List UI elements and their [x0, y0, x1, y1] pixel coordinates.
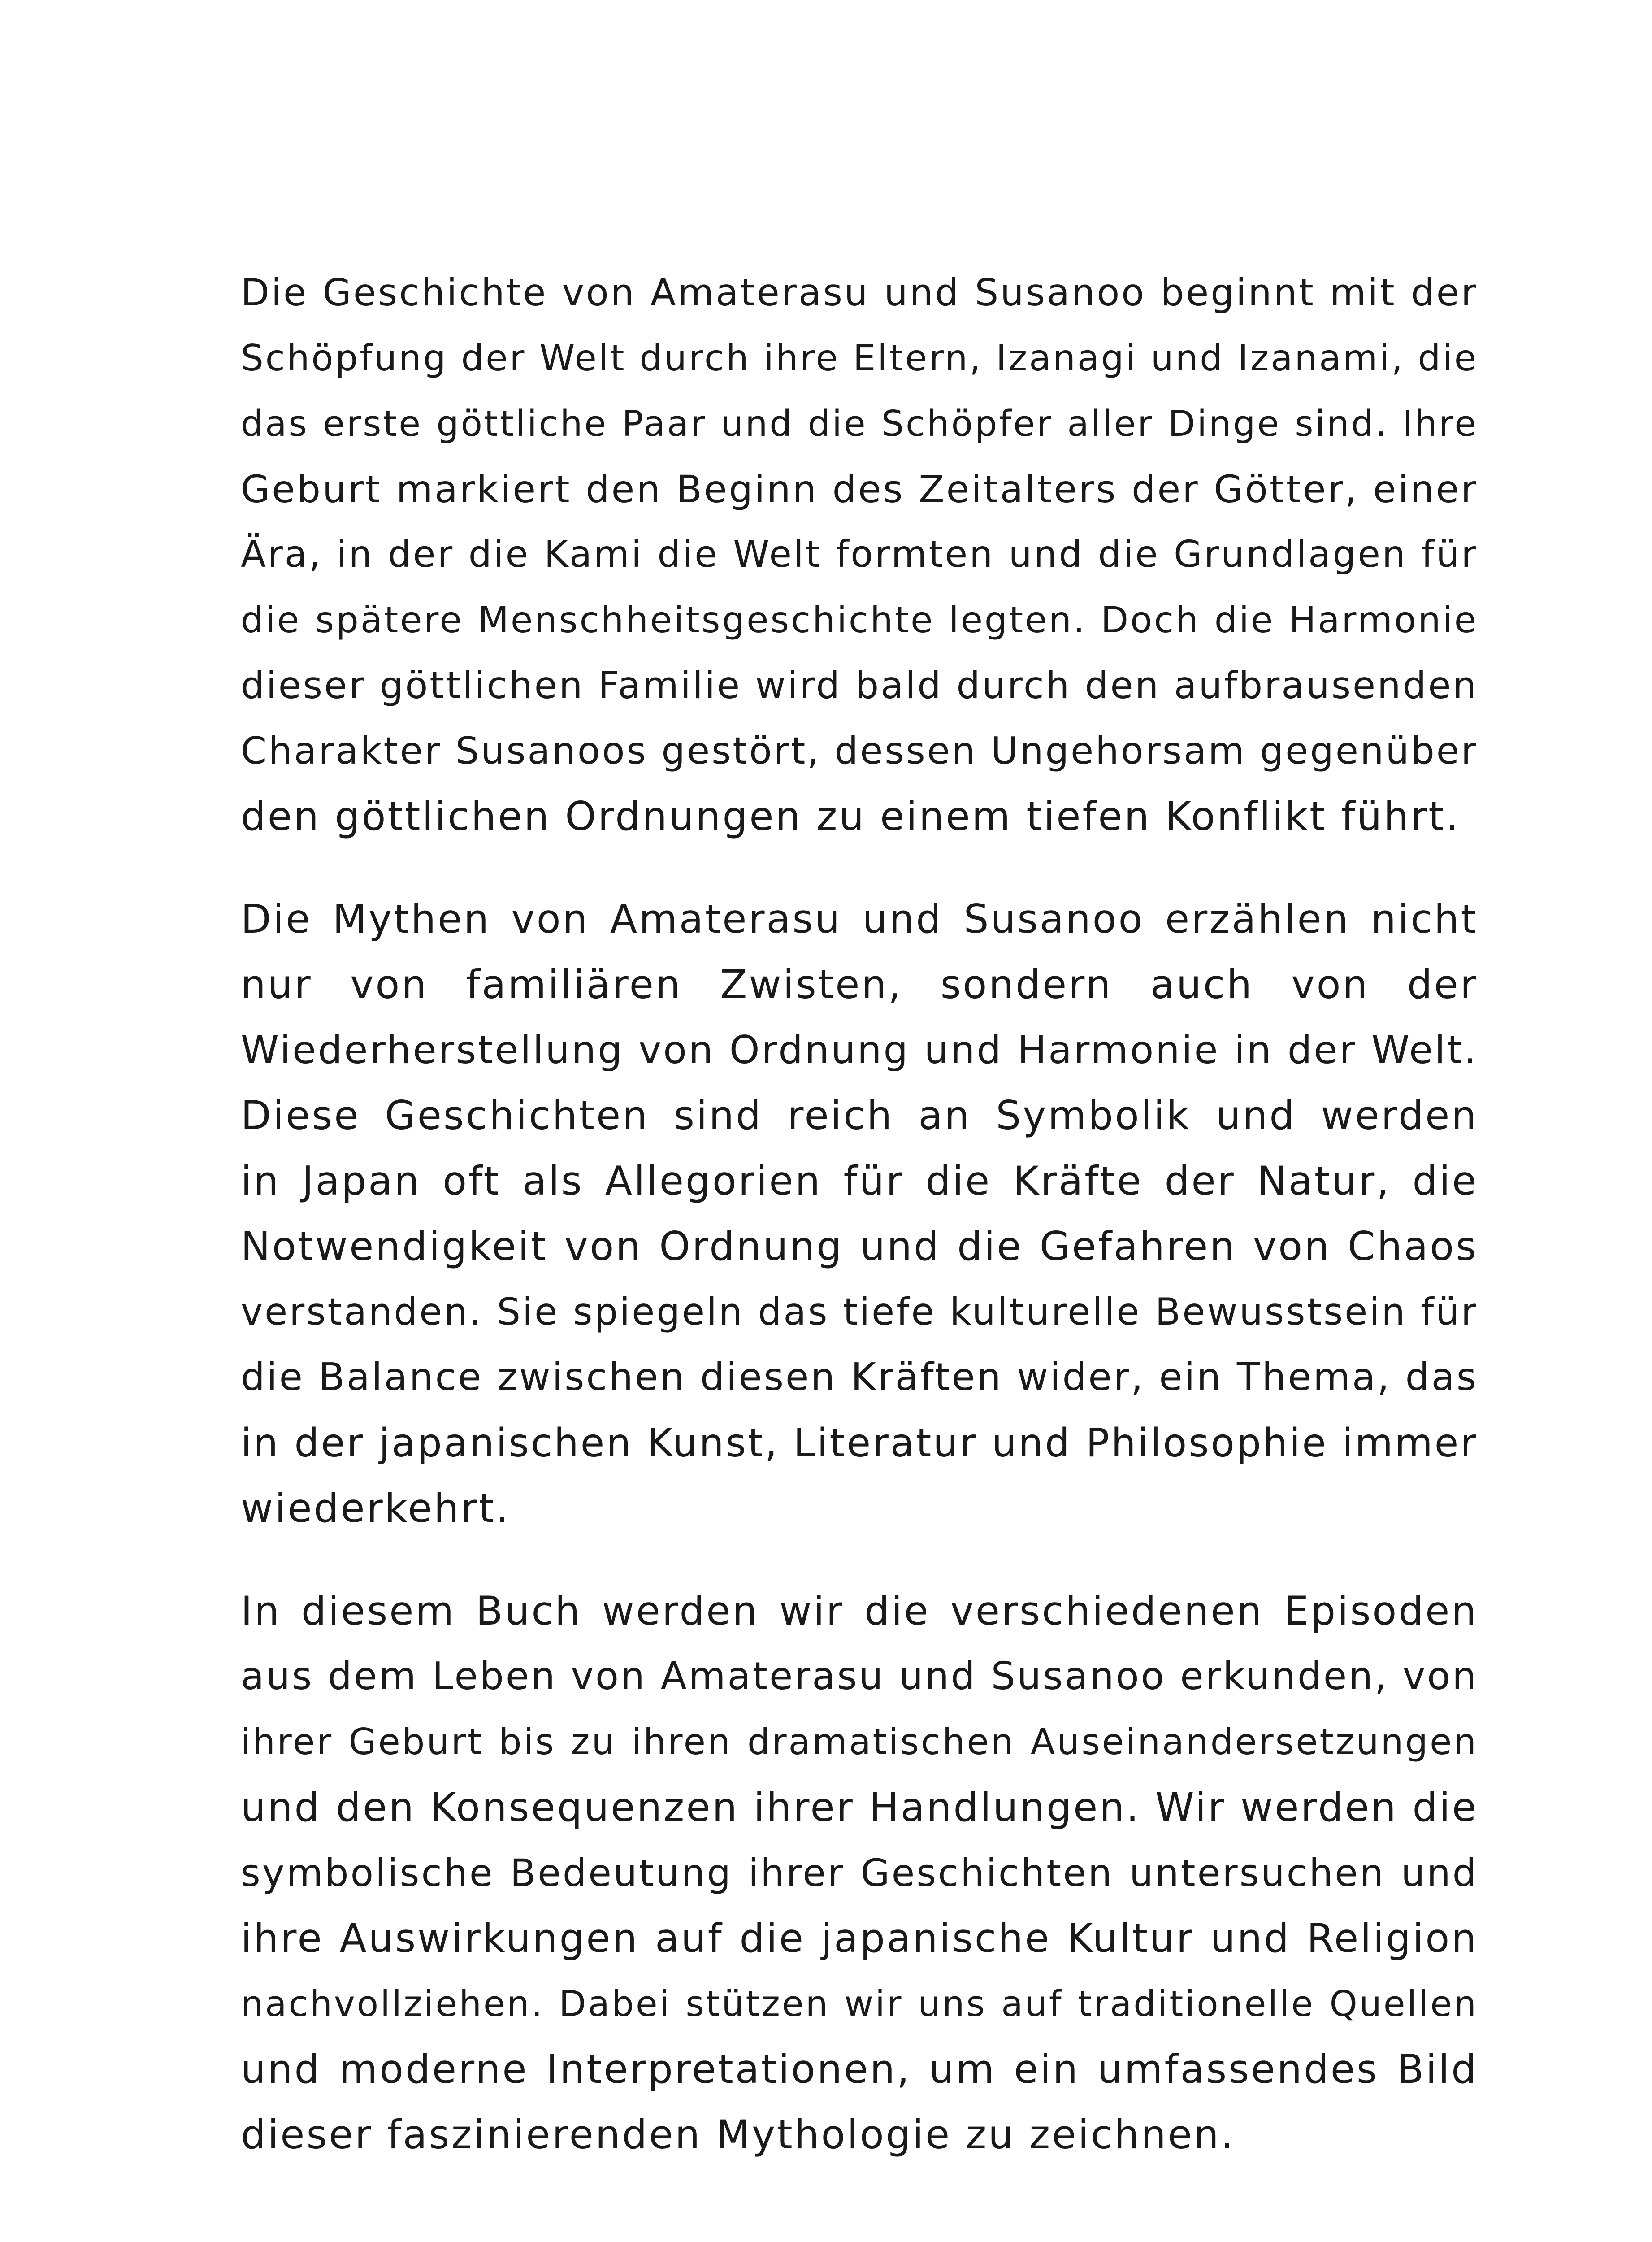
- paragraph-3: [241, 1578, 1478, 2168]
- text-line: symbolische Bedeutung ihrer Geschichten untersuchen und: [241, 1851, 1478, 1895]
- text-line: nur von familiären Zwisten, sondern auch von der: [241, 961, 1478, 1008]
- text-line: den göttlichen Ordnungen zu einem tiefen Konflikt führt.: [241, 793, 1460, 839]
- text-line: und moderne Interpretationen, um ein umfassendes Bild: [241, 2046, 1478, 2092]
- text-line: in der japanischen Kunst, Literatur und Philosophie immer: [241, 1420, 1478, 1466]
- text-line: dieser göttlichen Familie wird bald durch den aufbrausenden: [241, 664, 1478, 707]
- text-line: Notwendigkeit von Ordnung und die Gefahren von Chaos: [241, 1223, 1478, 1269]
- text-line: die Balance zwischen diesen Kräften wider, ein Thema, das: [241, 1355, 1478, 1399]
- text-line: Geburt markiert den Beginn des Zeitalters der Götter, einer: [241, 467, 1478, 511]
- text-line: Schöpfung der Welt durch ihre Eltern, Izanagi und Izanami, die: [241, 337, 1478, 379]
- paragraph-1: [241, 260, 1478, 849]
- text-line: wiederkehrt.: [241, 1485, 511, 1531]
- text-line: die spätere Menschheitsgeschichte legten. Doch die Harmonie: [241, 599, 1478, 641]
- text-line: dieser faszinierenden Mythologie zu zeichnen.: [241, 2112, 1235, 2158]
- text-line: verstanden. Sie spiegeln das tiefe kulturelle Bewusstsein für: [241, 1290, 1478, 1334]
- text-line: ihrer Geburt bis zu ihren dramatischen Auseinandersetzungen: [241, 1721, 1478, 1763]
- text-line: Charakter Susanoos gestört, dessen Ungehorsam gegenüber: [241, 729, 1478, 773]
- text-line: und den Konsequenzen ihrer Handlungen. Wir werden die: [241, 1784, 1478, 1830]
- text-line: ihre Auswirkungen auf die japanische Kultur und Religion: [241, 1915, 1478, 1961]
- text-line: Die Mythen von Amaterasu und Susanoo erzählen nicht: [241, 896, 1478, 942]
- body-text: [241, 260, 1478, 2168]
- text-line: Diese Geschichten sind reich an Symbolik und werden: [241, 1092, 1478, 1138]
- paragraph-2: [241, 886, 1478, 1541]
- text-line: In diesem Buch werden wir die verschiedenen Episoden: [241, 1588, 1478, 1634]
- text-line: Ära, in der die Kami die Welt formten und die Grundlagen für: [241, 533, 1478, 576]
- text-line: nachvollziehen. Dabei stützen wir uns auf traditionelle Quellen: [241, 1983, 1478, 2025]
- text-line: Wiederherstellung von Ordnung und Harmonie in der Welt.: [241, 1028, 1478, 1073]
- text-line: Die Geschichte von Amaterasu und Susanoo beginnt mit der: [241, 271, 1478, 314]
- text-line: aus dem Leben von Amaterasu und Susanoo erkunden, von: [241, 1654, 1478, 1699]
- text-line: in Japan oft als Allegorien für die Kräfte der Natur, die: [241, 1158, 1478, 1204]
- text-line: das erste göttliche Paar und die Schöpfer aller Dinge sind. Ihre: [241, 403, 1478, 444]
